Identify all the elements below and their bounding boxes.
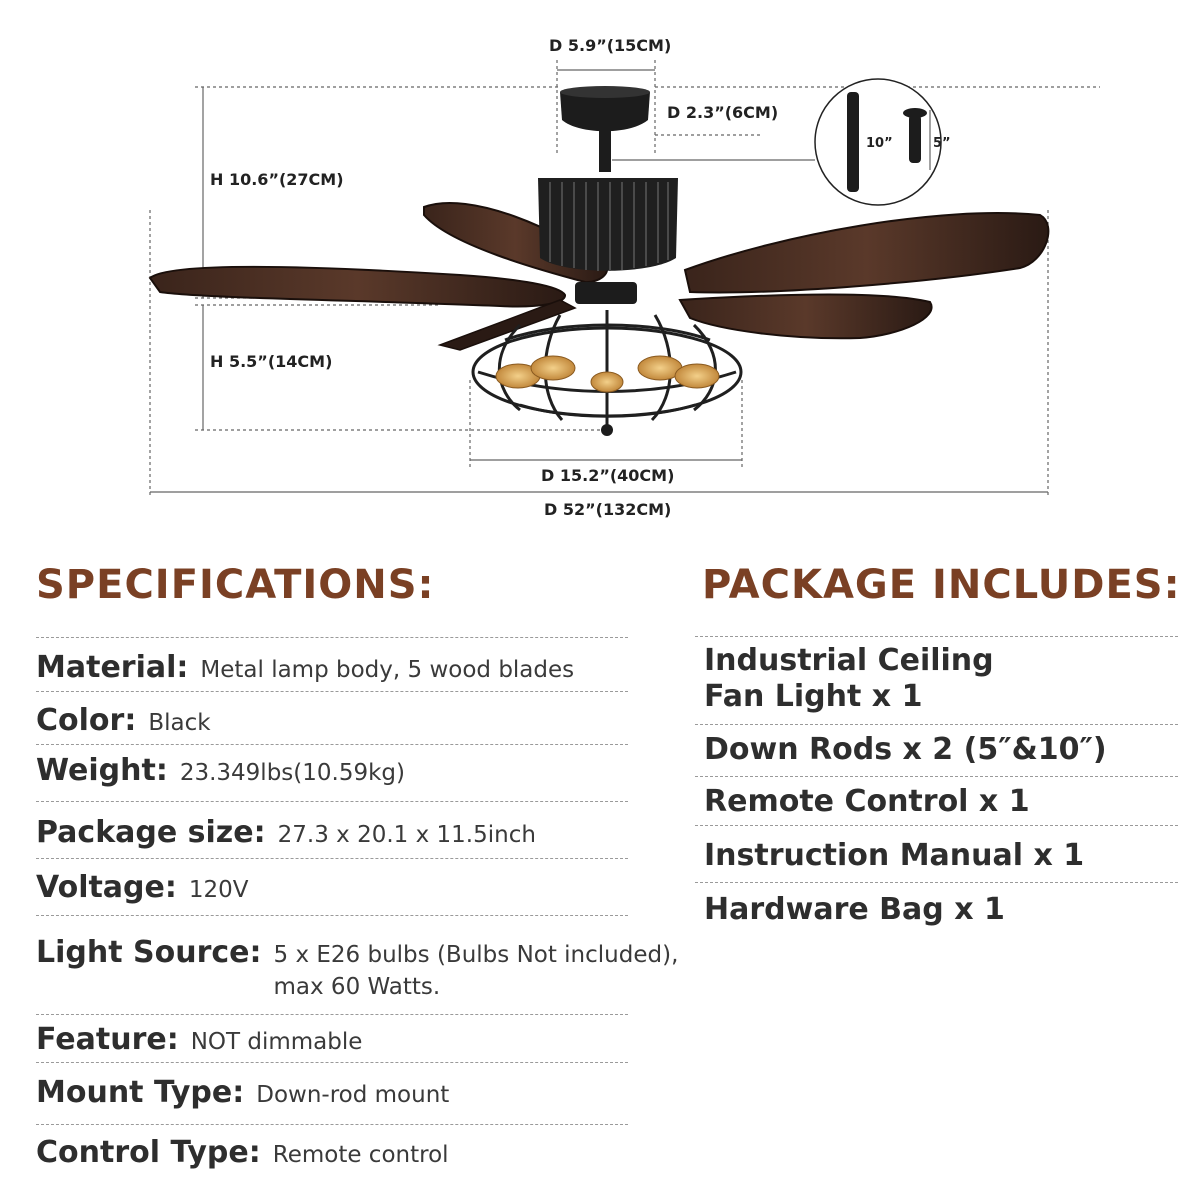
spec-row-mount-type: [36, 1075, 449, 1111]
spec-label: Weight:: [36, 753, 168, 788]
spec-divider: [36, 1124, 628, 1125]
spec-divider: [36, 744, 628, 745]
spec-row-control-type: [36, 1135, 449, 1171]
spec-label: Package size:: [36, 815, 266, 850]
spec-label: Light Source:: [36, 935, 262, 970]
spec-row-weight: [36, 753, 405, 789]
top-width-label: D 5.9”(15CM): [549, 36, 672, 55]
spec-label: Color:: [36, 703, 137, 738]
spec-label: Feature:: [36, 1022, 179, 1057]
spec-row-color: [36, 703, 211, 739]
downrod-icon: [815, 79, 951, 205]
canopy-height-label: D 2.3”(6CM): [667, 103, 779, 122]
package-item: Down Rods x 2 (5″&10″): [704, 732, 1107, 767]
upper-height-label: H 10.6”(27CM): [210, 170, 344, 189]
package-divider: [695, 825, 1178, 826]
spec-row-material: [36, 650, 574, 686]
spec-value: Down-rod mount: [256, 1082, 450, 1108]
spec-divider: [36, 801, 628, 802]
spec-value: Remote control: [272, 1142, 449, 1168]
blade-span-label: D 52”(132CM): [544, 500, 672, 519]
package-divider: [695, 724, 1178, 725]
downrod-short-label: 5”: [933, 136, 951, 151]
downrod-long-label: 10”: [866, 136, 893, 151]
package-item: Instruction Manual x 1: [704, 838, 1085, 873]
spec-value: 5 x E26 bulbs (Bulbs Not included), max 60 Watts.: [273, 942, 679, 1000]
spec-row-package-size: [36, 815, 536, 851]
fan-dimension-diagram: [0, 0, 1200, 530]
package-item: Industrial Ceiling Fan Light x 1: [704, 643, 994, 714]
spec-row-feature: [36, 1022, 362, 1058]
package-item: Hardware Bag x 1: [704, 892, 1005, 927]
spec-row-light-source: [36, 935, 714, 1003]
package-divider: [695, 882, 1178, 883]
specifications-title: SPECIFICATIONS:: [36, 562, 435, 608]
spec-value: NOT dimmable: [190, 1029, 363, 1055]
package-item: Remote Control x 1: [704, 784, 1030, 819]
spec-label: Mount Type:: [36, 1075, 245, 1110]
spec-divider: [36, 858, 628, 859]
spec-value: 23.349lbs(10.59kg): [179, 760, 405, 786]
spec-divider: [36, 1014, 628, 1015]
spec-value: Black: [148, 710, 211, 736]
spec-divider: [36, 915, 628, 916]
spec-divider: [36, 691, 628, 692]
package-divider: [695, 776, 1178, 777]
spec-label: Voltage:: [36, 870, 177, 905]
spec-divider: [36, 1062, 628, 1063]
package-divider: [695, 636, 1178, 637]
spec-divider: [36, 637, 628, 638]
spec-label: Material:: [36, 650, 189, 685]
spec-value: Metal lamp body, 5 wood blades: [200, 657, 575, 683]
cage-height-label: H 5.5”(14CM): [210, 352, 333, 371]
spec-value: 120V: [188, 877, 249, 903]
package-includes-title: PACKAGE INCLUDES:: [702, 562, 1181, 608]
spec-row-voltage: [36, 870, 249, 906]
spec-label: Control Type:: [36, 1135, 261, 1170]
cage-width-label: D 15.2”(40CM): [541, 466, 675, 485]
spec-value: 27.3 x 20.1 x 11.5inch: [277, 822, 536, 848]
